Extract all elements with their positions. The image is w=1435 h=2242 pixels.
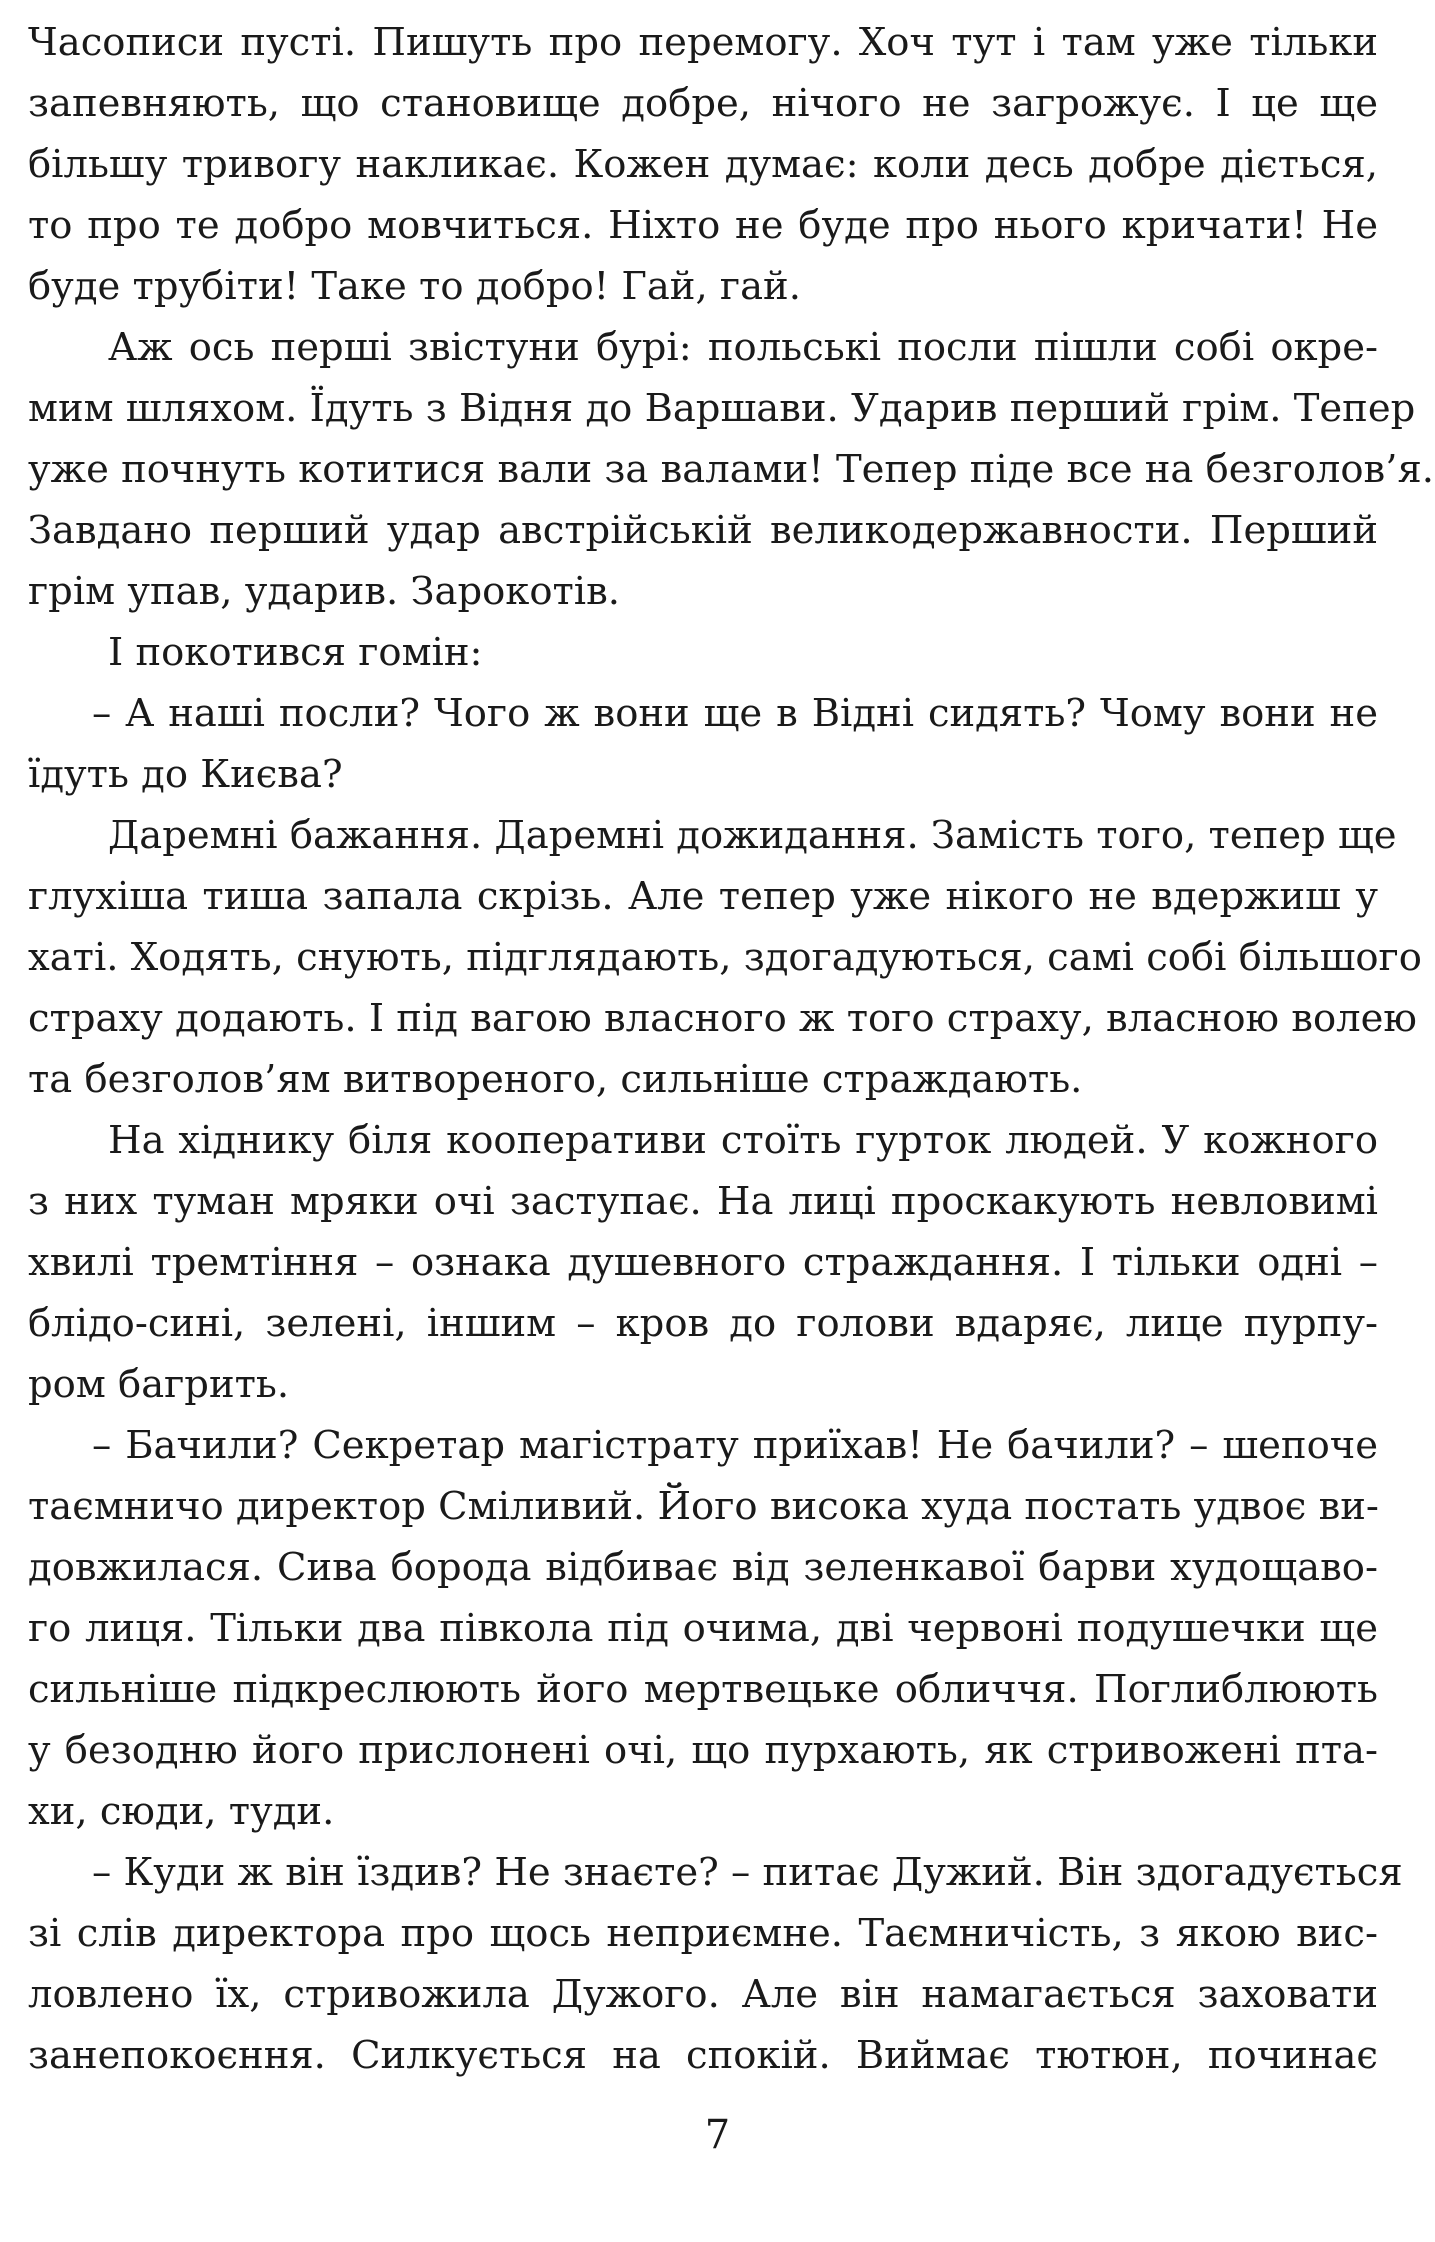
text-line: глухіша тиша запала скрізь. Але тепер уже нікого не вдержиш у xyxy=(28,874,1378,919)
text-line: хвилі тремтіння – ознака душевного страждання. І тільки одні – xyxy=(28,1240,1378,1285)
text-line: На хіднику біля кооперативи стоїть гурток людей. У кожного xyxy=(108,1118,1378,1163)
text-line: Аж ось перші звістуни бурі: польські посли пішли собі окре- xyxy=(108,325,1378,370)
text-line: більшу тривогу накликає. Кожен думає: коли десь добре діється, xyxy=(28,142,1378,187)
text-line: сильніше підкреслюють його мертвецьке обличчя. Поглиблюють xyxy=(28,1667,1378,1712)
text-line: хи, сюди, туди. xyxy=(28,1789,335,1834)
text-line: І покотився гомін: xyxy=(108,630,483,675)
text-line: хаті. Ходять, снують, підглядають, здогадуються, самі собі більшого xyxy=(28,935,1422,980)
page-number: 7 xyxy=(704,2112,731,2158)
text-line: Часописи пусті. Пишуть про перемогу. Хоч тут і там уже тільки xyxy=(28,20,1378,65)
text-line: таємничо директор Сміливий. Його висока худа постать удвоє ви- xyxy=(28,1484,1379,1529)
text-line: довжилася. Сива борода відбиває від зеленкавої барви худощаво- xyxy=(28,1545,1378,1590)
text-line: запевняють, що становище добре, нічого не загрожує. І це ще xyxy=(28,81,1378,126)
text-line: зі слів директора про щось неприємне. Таємничість, з якою вис- xyxy=(28,1911,1378,1956)
text-line: ром багрить. xyxy=(28,1362,290,1407)
text-line: – Бачили? Секретар магістрату приїхав! Не бачили? – шепоче xyxy=(92,1423,1378,1468)
text-line: занепокоєння. Силкується на спокій. Виймає тютюн, починає xyxy=(28,2033,1378,2078)
text-line: страху додають. І під вагою власного ж того страху, власною волею xyxy=(28,996,1417,1041)
text-line: – А наші посли? Чого ж вони ще в Відні сидять? Чому вони не xyxy=(92,691,1378,736)
text-line: – Куди ж він їздив? Не знаєте? – питає Дужий. Він здогадується xyxy=(92,1850,1403,1895)
text-line: уже почнуть котитися вали за валами! Тепер піде все на безголов’я. xyxy=(28,447,1434,492)
text-line: з них туман мряки очі заступає. На лиці проскакують невловимі xyxy=(28,1179,1378,1224)
text-line: та безголов’ям витвореного, сильніше страждають. xyxy=(28,1057,1083,1102)
text-line: грім упав, ударив. Зарокотів. xyxy=(28,569,621,614)
text-line: буде трубіти! Таке то добро! Гай, гай. xyxy=(28,264,801,309)
text-line: мим шляхом. Їдуть з Відня до Варшави. Ударив перший грім. Тепер xyxy=(28,386,1416,431)
text-line: блідо-сині, зелені, іншим – кров до голови вдаряє, лице пурпу- xyxy=(28,1301,1378,1346)
text-line: у безодню його прислонені очі, що пурхають, як стривожені пта- xyxy=(28,1728,1378,1773)
text-line: ловлено їх, стривожила Дужого. Але він намагається заховати xyxy=(28,1972,1378,2017)
text-line: го лиця. Тільки два півкола під очима, дві червоні подушечки ще xyxy=(28,1606,1378,1651)
text-line: їдуть до Києва? xyxy=(28,752,343,797)
text-line: Даремні бажання. Даремні дожидання. Замість того, тепер ще xyxy=(108,813,1397,858)
page-body xyxy=(28,12,1434,2086)
text-line: Завдано перший удар австрійській великодержавности. Перший xyxy=(28,508,1378,553)
text-line: то про те добро мовчиться. Ніхто не буде про нього кричати! Не xyxy=(28,203,1378,248)
